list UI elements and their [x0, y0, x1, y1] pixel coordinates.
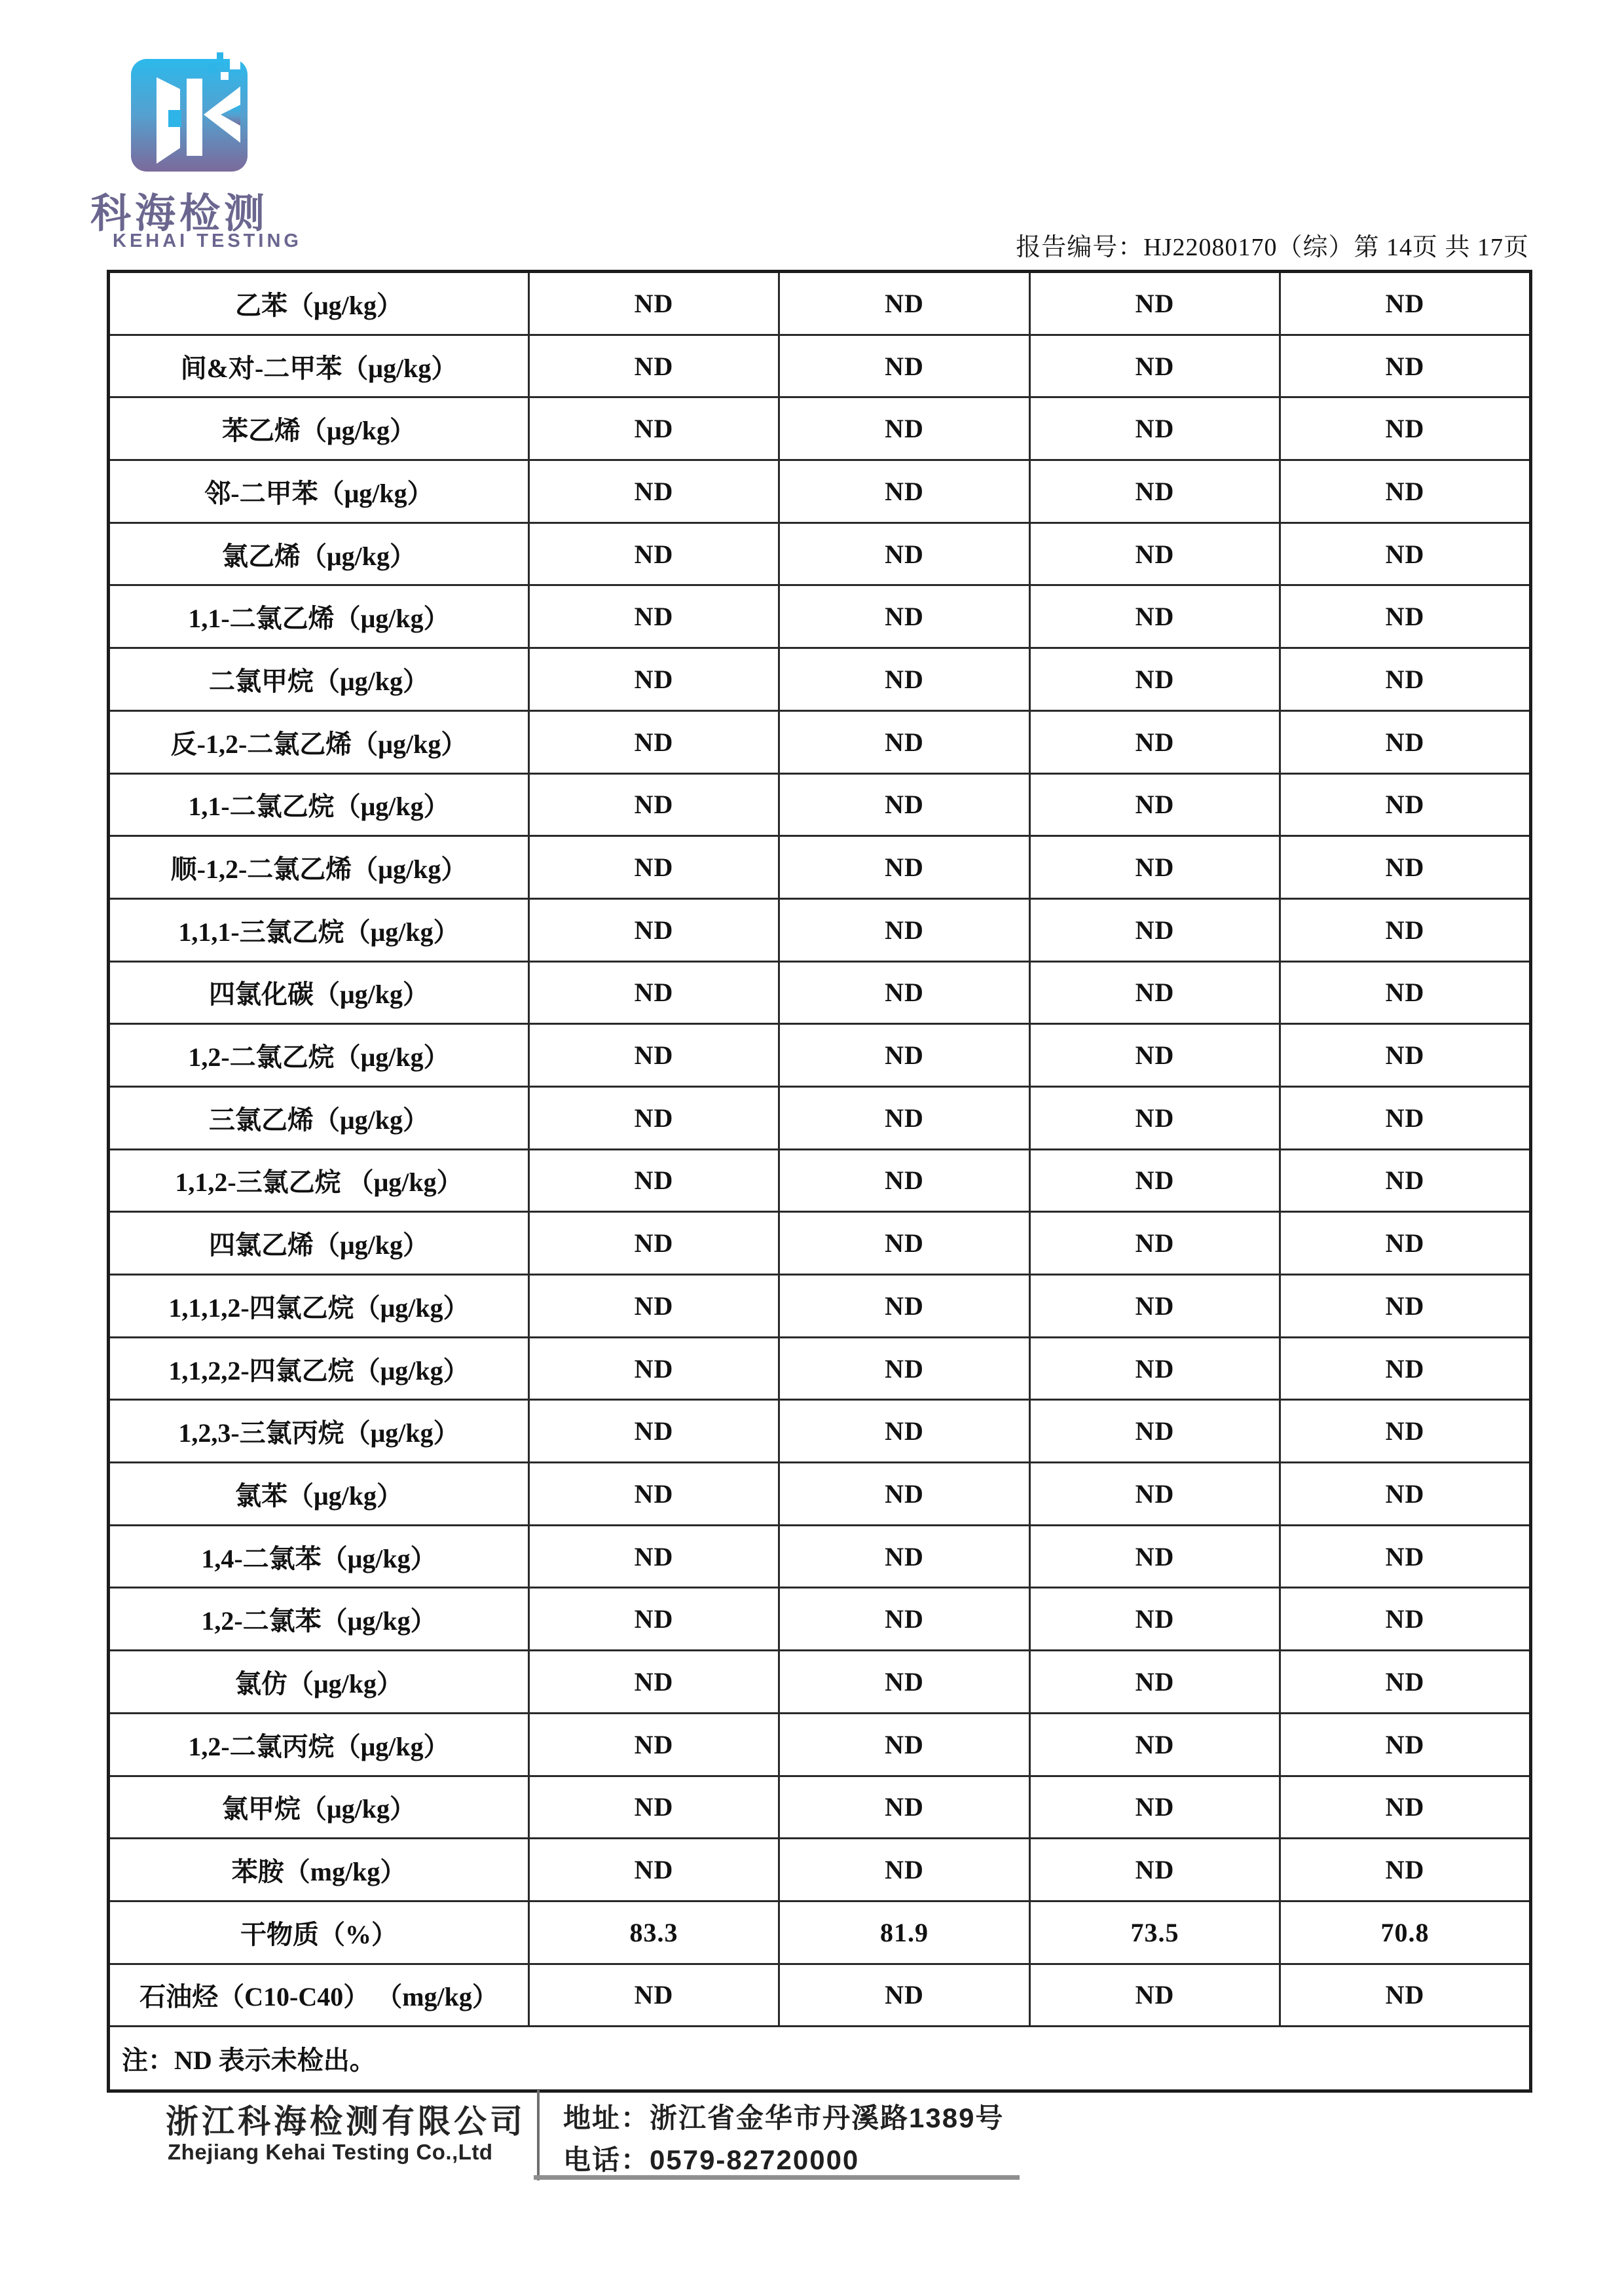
table-row — [109, 898, 1531, 961]
result-value-cell: ND — [1030, 898, 1280, 961]
footer-company-name-cn: 浙江科海检测有限公司 — [166, 2103, 526, 2140]
table-row — [109, 1024, 1531, 1087]
result-value-cell: ND — [1280, 1149, 1531, 1212]
result-value-cell: 73.5 — [1030, 1901, 1280, 1964]
parameter-name-cell: 间&对-二甲苯（μg/kg） — [109, 335, 529, 397]
footer-rule — [534, 2175, 1020, 2180]
result-value-cell: ND — [529, 1212, 779, 1275]
result-value-cell: ND — [779, 836, 1030, 899]
table-row — [109, 397, 1531, 460]
result-value-cell: ND — [1280, 1212, 1531, 1275]
result-value-cell: ND — [529, 1964, 779, 2027]
table-row — [109, 1901, 1531, 1964]
result-value-cell: ND — [529, 773, 779, 836]
result-value-cell: ND — [1030, 710, 1280, 773]
table-row — [109, 961, 1531, 1024]
results-table — [107, 270, 1532, 2093]
table-row — [109, 1149, 1531, 1212]
result-value-cell: ND — [529, 1525, 779, 1588]
result-value-cell: ND — [1030, 397, 1280, 460]
result-value-cell: ND — [529, 1463, 779, 1526]
parameter-name-cell: 乙苯（μg/kg） — [109, 272, 529, 335]
table-row — [109, 710, 1531, 773]
result-value-cell: ND — [1280, 898, 1531, 961]
result-value-cell: ND — [779, 1400, 1030, 1463]
result-value-cell: ND — [779, 1337, 1030, 1400]
result-value-cell: ND — [529, 648, 779, 711]
result-value-cell: ND — [1280, 836, 1531, 899]
footer-company-name-en: Zhejiang Kehai Testing Co.,Ltd — [168, 2140, 493, 2164]
result-value-cell: ND — [529, 1588, 779, 1651]
parameter-name-cell: 1,1-二氯乙烷（μg/kg） — [109, 773, 529, 836]
result-value-cell: ND — [529, 397, 779, 460]
result-value-cell: ND — [1030, 961, 1280, 1024]
parameter-name-cell: 氯苯（μg/kg） — [109, 1463, 529, 1526]
result-value-cell: ND — [779, 710, 1030, 773]
table-row — [109, 1337, 1531, 1400]
report-number-line: 报告编号：HJ22080170（综）第 14页 共 17页 — [1016, 234, 1529, 261]
result-value-cell: ND — [779, 585, 1030, 648]
result-value-cell: ND — [779, 1651, 1030, 1714]
result-value-cell: ND — [779, 1086, 1030, 1149]
result-value-cell: ND — [1030, 272, 1280, 335]
result-value-cell: ND — [779, 1463, 1030, 1526]
parameter-name-cell: 四氯乙烯（μg/kg） — [109, 1212, 529, 1275]
result-value-cell: ND — [1280, 1964, 1531, 2027]
result-value-cell: ND — [1280, 272, 1531, 335]
logo-company-cn: 科海检测 — [90, 191, 269, 236]
table-row — [109, 523, 1531, 585]
parameter-name-cell: 邻-二甲苯（μg/kg） — [109, 460, 529, 523]
logo-company-en: KEHAI TESTING — [113, 230, 302, 251]
table-row — [109, 1839, 1531, 1901]
result-value-cell: ND — [1030, 335, 1280, 397]
result-value-cell: ND — [529, 961, 779, 1024]
table-row — [109, 460, 1531, 523]
parameter-name-cell: 1,2-二氯乙烷（μg/kg） — [109, 1024, 529, 1087]
parameter-name-cell: 1,1,2,2-四氯乙烷（μg/kg） — [109, 1337, 529, 1400]
result-value-cell: ND — [779, 773, 1030, 836]
parameter-name-cell: 1,1,1-三氯乙烷（μg/kg） — [109, 898, 529, 961]
parameter-name-cell: 氯仿（μg/kg） — [109, 1651, 529, 1714]
table-row — [109, 1275, 1531, 1338]
parameter-name-cell: 石油烃（C10-C40） （mg/kg） — [109, 1964, 529, 2027]
result-value-cell: ND — [779, 1149, 1030, 1212]
table-row — [109, 1713, 1531, 1776]
result-value-cell: ND — [1280, 1024, 1531, 1087]
result-value-cell: ND — [529, 523, 779, 585]
parameter-name-cell: 氯乙烯（μg/kg） — [109, 523, 529, 585]
kehai-logo-icon — [129, 51, 253, 175]
parameter-name-cell: 1,2-二氯苯（μg/kg） — [109, 1588, 529, 1651]
result-value-cell: ND — [1280, 1713, 1531, 1776]
parameter-name-cell: 四氯化碳（μg/kg） — [109, 961, 529, 1024]
result-value-cell: ND — [1030, 1212, 1280, 1275]
result-value-cell: ND — [1280, 1839, 1531, 1901]
result-value-cell: ND — [529, 1086, 779, 1149]
result-value-cell: ND — [1030, 1337, 1280, 1400]
result-value-cell: ND — [779, 898, 1030, 961]
result-value-cell: ND — [1030, 460, 1280, 523]
table-row — [109, 1651, 1531, 1714]
result-value-cell: ND — [1280, 773, 1531, 836]
parameter-name-cell: 1,1,2-三氯乙烷 （μg/kg） — [109, 1149, 529, 1212]
result-value-cell: ND — [1030, 1463, 1280, 1526]
result-value-cell: ND — [1030, 1839, 1280, 1901]
result-value-cell: ND — [1280, 335, 1531, 397]
parameter-name-cell: 1,1-二氯乙烯（μg/kg） — [109, 585, 529, 648]
parameter-name-cell: 1,2,3-三氯丙烷（μg/kg） — [109, 1400, 529, 1463]
result-value-cell: ND — [779, 523, 1030, 585]
footer-address: 地址：浙江省金华市丹溪路1389号 — [563, 2102, 1005, 2133]
table-row — [109, 1212, 1531, 1275]
result-value-cell: ND — [1280, 710, 1531, 773]
result-value-cell: ND — [1280, 1651, 1531, 1714]
result-value-cell: ND — [1280, 397, 1531, 460]
table-row — [109, 1086, 1531, 1149]
parameter-name-cell: 1,4-二氯苯（μg/kg） — [109, 1525, 529, 1588]
result-value-cell: ND — [779, 1713, 1030, 1776]
result-value-cell: ND — [779, 961, 1030, 1024]
result-value-cell: ND — [1030, 773, 1280, 836]
result-value-cell: ND — [779, 1212, 1030, 1275]
result-value-cell: ND — [529, 335, 779, 397]
result-value-cell: ND — [779, 460, 1030, 523]
parameter-name-cell: 氯甲烷（μg/kg） — [109, 1776, 529, 1839]
result-value-cell: ND — [529, 1024, 779, 1087]
result-value-cell: ND — [1030, 1024, 1280, 1087]
result-value-cell: ND — [779, 1776, 1030, 1839]
result-value-cell: ND — [1030, 1964, 1280, 2027]
result-value-cell: ND — [1030, 1651, 1280, 1714]
result-value-cell: ND — [1280, 1463, 1531, 1526]
result-value-cell: ND — [779, 397, 1030, 460]
result-value-cell: ND — [1280, 460, 1531, 523]
parameter-name-cell: 苯乙烯（μg/kg） — [109, 397, 529, 460]
result-value-cell: 83.3 — [529, 1901, 779, 1964]
result-value-cell: ND — [529, 460, 779, 523]
result-value-cell: ND — [1030, 1525, 1280, 1588]
result-value-cell: ND — [1030, 648, 1280, 711]
result-value-cell: ND — [1280, 1400, 1531, 1463]
result-value-cell: 70.8 — [1280, 1901, 1531, 1964]
result-value-cell: ND — [529, 836, 779, 899]
parameter-name-cell: 顺-1,2-二氯乙烯（μg/kg） — [109, 836, 529, 899]
result-value-cell: ND — [1030, 1713, 1280, 1776]
result-value-cell: ND — [529, 1839, 779, 1901]
table-row — [109, 585, 1531, 648]
parameter-name-cell: 二氯甲烷（μg/kg） — [109, 648, 529, 711]
result-value-cell: ND — [1280, 523, 1531, 585]
parameter-name-cell: 干物质（%） — [109, 1901, 529, 1964]
result-value-cell: ND — [1280, 1086, 1531, 1149]
result-value-cell: ND — [1030, 1149, 1280, 1212]
table-row — [109, 1964, 1531, 2027]
result-value-cell: ND — [779, 1525, 1030, 1588]
result-value-cell: ND — [529, 898, 779, 961]
table-row — [109, 836, 1531, 899]
result-value-cell: ND — [529, 272, 779, 335]
result-value-cell: ND — [529, 585, 779, 648]
table-row — [109, 1588, 1531, 1651]
table-row — [109, 1776, 1531, 1839]
parameter-name-cell: 苯胺（mg/kg） — [109, 1839, 529, 1901]
result-value-cell: ND — [1280, 1337, 1531, 1400]
table-row — [109, 1400, 1531, 1463]
parameter-name-cell: 三氯乙烯（μg/kg） — [109, 1086, 529, 1149]
table-row — [109, 335, 1531, 397]
table-row — [109, 1525, 1531, 1588]
result-value-cell: ND — [529, 1275, 779, 1338]
table-row — [109, 648, 1531, 711]
result-value-cell: ND — [1030, 1776, 1280, 1839]
result-value-cell: ND — [779, 1588, 1030, 1651]
result-value-cell: ND — [1030, 1400, 1280, 1463]
result-value-cell: ND — [779, 335, 1030, 397]
result-value-cell: 81.9 — [779, 1901, 1030, 1964]
table-row — [109, 1463, 1531, 1526]
result-value-cell: ND — [529, 1776, 779, 1839]
result-value-cell: ND — [1030, 1086, 1280, 1149]
result-value-cell: ND — [1280, 1776, 1531, 1839]
result-value-cell: ND — [1030, 1588, 1280, 1651]
result-value-cell: ND — [1030, 523, 1280, 585]
parameter-name-cell: 1,1,1,2-四氯乙烷（μg/kg） — [109, 1275, 529, 1338]
result-value-cell: ND — [1280, 1275, 1531, 1338]
result-value-cell: ND — [529, 1337, 779, 1400]
result-value-cell: ND — [529, 710, 779, 773]
table-row — [109, 773, 1531, 836]
result-value-cell: ND — [779, 1964, 1030, 2027]
result-value-cell: ND — [1280, 1525, 1531, 1588]
result-value-cell: ND — [779, 648, 1030, 711]
result-value-cell: ND — [1280, 648, 1531, 711]
table-note: 注：ND 表示未检出。 — [109, 2027, 1531, 2091]
result-value-cell: ND — [529, 1651, 779, 1714]
result-value-cell: ND — [1280, 585, 1531, 648]
result-value-cell: ND — [779, 272, 1030, 335]
result-value-cell: ND — [1280, 1588, 1531, 1651]
result-value-cell: ND — [1030, 585, 1280, 648]
result-value-cell: ND — [779, 1024, 1030, 1087]
footer-phone: 电话：0579-82720000 — [563, 2144, 860, 2175]
result-value-cell: ND — [779, 1839, 1030, 1901]
footer-divider — [537, 2090, 540, 2180]
parameter-name-cell: 反-1,2-二氯乙烯（μg/kg） — [109, 710, 529, 773]
result-value-cell: ND — [1030, 1275, 1280, 1338]
result-value-cell: ND — [529, 1713, 779, 1776]
table-note-row — [109, 2027, 1531, 2091]
result-value-cell: ND — [529, 1400, 779, 1463]
result-value-cell: ND — [529, 1149, 779, 1212]
parameter-name-cell: 1,2-二氯丙烷（μg/kg） — [109, 1713, 529, 1776]
result-value-cell: ND — [779, 1275, 1030, 1338]
result-value-cell: ND — [1280, 961, 1531, 1024]
table-row — [109, 272, 1531, 335]
result-value-cell: ND — [1030, 836, 1280, 899]
